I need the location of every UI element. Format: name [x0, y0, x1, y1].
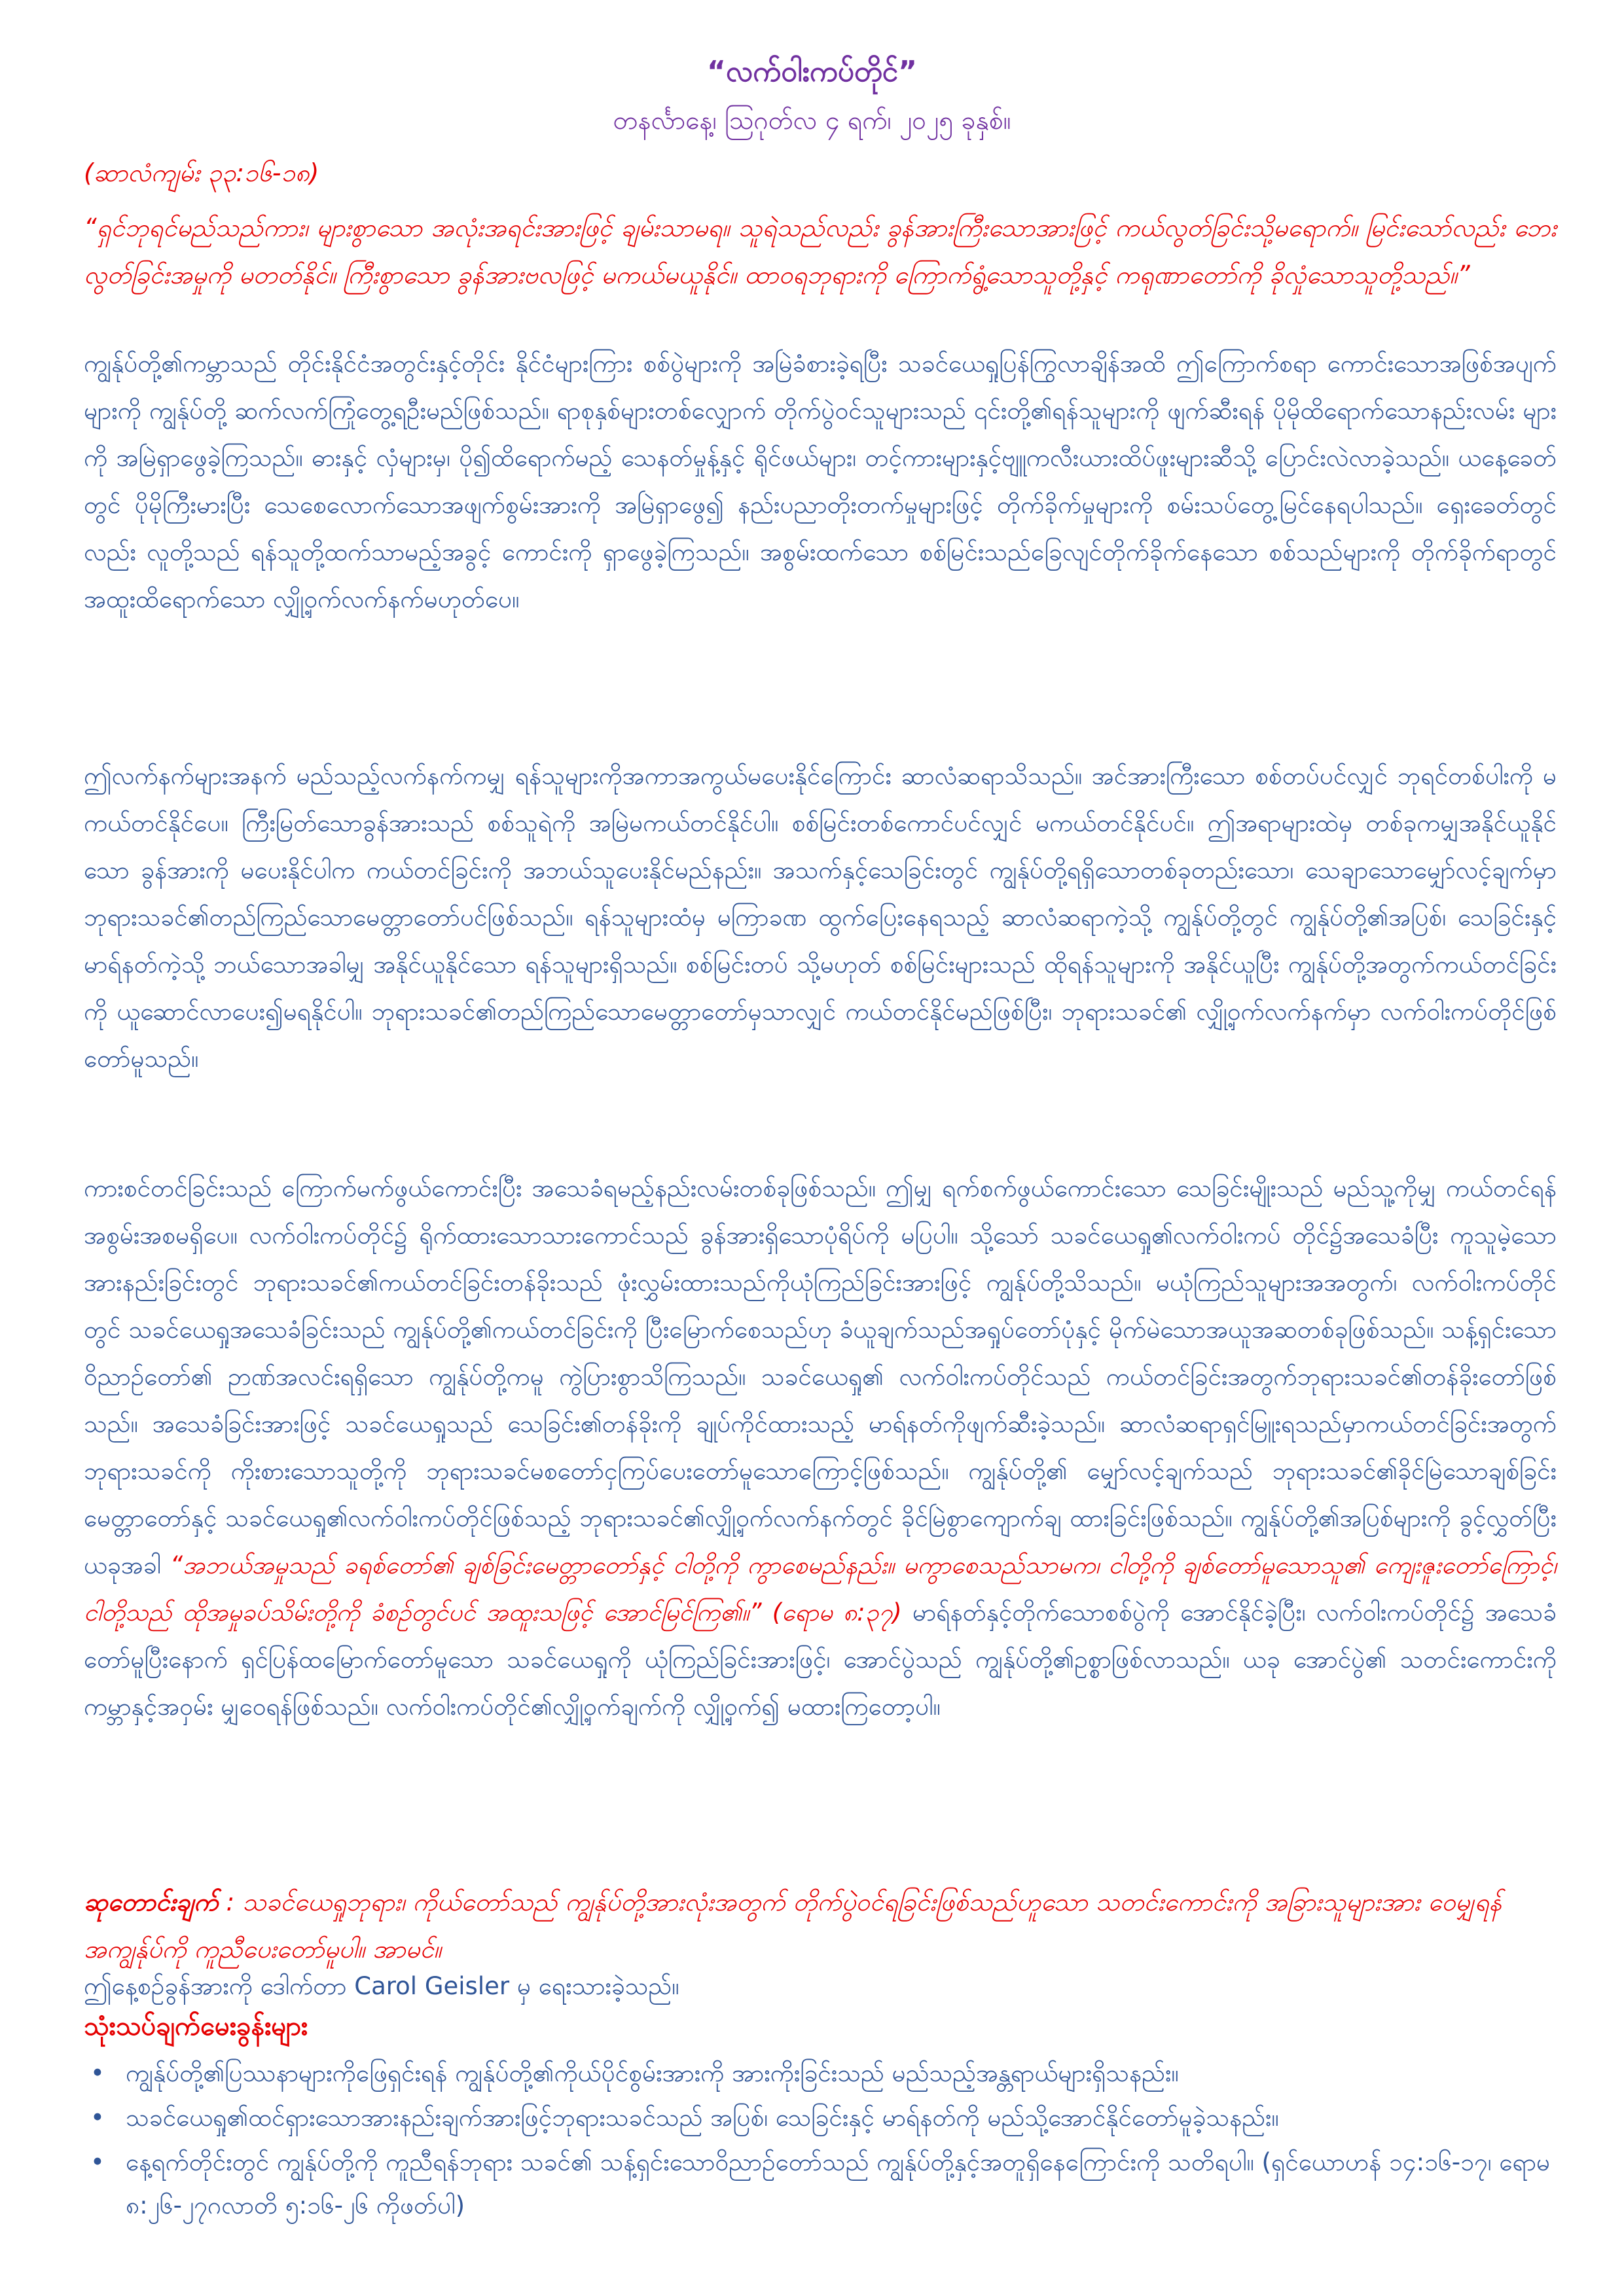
scripture-verse: “ရှင်ဘုရင်မည်သည်ကား၊ များစွာသော အလုံးအရင်းအားဖြင့် ချမ်းသာမရ။ သူရဲသည်လည်း ခွန်အားကြီးသောအားဖြင့် ကယ်လွတ်ခြင်းသို့မရောက်။ မြင်းသော်လည်း ဘေးလွတ်ခြင်းအမှုကို မတတ်နိုင်။ ကြီးစွာသော ခွန်အားဗလဖြင့် မကယ်မယူနိုင်။ ထာဝရဘုရားကို ကြောက်ရွံ့သောသူတို့နှင့် ကရုဏာတော်ကို ခိုလှုံသောသူတို့သည်။” — [84, 213, 1557, 289]
date-line: တနင်္လာနေ့၊ ဩဂုတ်လ ၄ ရက်၊ ၂၀၂၅ ခုနှစ်။ — [613, 106, 1011, 135]
page-title: “လက်ဝါးကပ်တိုင်” — [706, 55, 918, 88]
body-paragraph-3-text-b: မာရ်နတ်နှင့်တိုက်သောစစ်ပွဲကို အောင်နိုင်ခဲ့ပြီး၊ လက်ဝါးကပ်တိုင်၌ အသေခံတော်မူပြီးနောက် ရှင်ပြန်ထမြောက်တော်မူသော သခင်ယေရှုကို ယုံကြည်ခြင်းအားဖြင့်၊ အောင်ပွဲသည် ကျွန်ုပ်တို့၏ဥစ္စာဖြစ်လာသည်။ ယခု အောင်ပွဲ၏ သတင်းကောင်းကို ကမ္ဘာနှင့်အဝှမ်း မျှဝေရန်ဖြစ်သည်။ လက်ဝါးကပ်တိုင်၏လျှို့ဝှက်ချက်ကို လျှို့ဝှက်၍ မထားကြတော့ပါ။ — [84, 1598, 1557, 1721]
romans-quote: “အဘယ်အမှုသည် ခရစ်တော်၏ ချစ်ခြင်းမေတ္တာတော်နှင့် ငါတို့ကို ကွာစေမည်နည်း။ မကွာစေသည်သာမက၊ ငါတို့ကို ချစ်တော်မူသောသူ၏ ကျေးဇူးတော်ကြောင့်၊ ငါတို့သည် ထိုအမှုခပ်သိမ်းတို့ကို ခံစဉ်တွင်ပင် အထူးသဖြင့် အောင်မြင်ကြ၏။” (ရောမ ၈:၃၇) — [84, 1551, 1557, 1626]
prayer — [84, 1878, 1557, 1973]
bullet-icon: • — [90, 2148, 105, 2176]
body-paragraph-3 — [84, 1165, 1557, 1731]
bullet-icon: • — [90, 2059, 105, 2087]
reflection-questions — [84, 2052, 1557, 2229]
question-text: သခင်ယေရှု၏ထင်ရှားသောအားနည်းချက်အားဖြင့်ဘုရားသခင်သည် အပြစ်၊ သေခြင်းနှင့် မာရ်နတ်ကို မည်သို့အောင်နိုင်တော်မူခဲ့သနည်း။ — [126, 2104, 1279, 2132]
reflection-question — [84, 2096, 1557, 2140]
prayer-text: : သခင်ယေရှုဘုရား၊ ကိုယ်တော်သည် ကျွန်ုပ်တို့အားလုံးအတွက် တိုက်ပွဲဝင်ရခြင်းဖြစ်သည်ဟူသော သတင်းကောင်းကို အခြားသူများအား ဝေမျှရန် အကျွန်ုပ်ကို ကူညီပေးတော်မူပါ။ အာမင်။ — [84, 1888, 1502, 1964]
bullet-icon: • — [90, 2104, 105, 2132]
question-text: ကျွန်ုပ်တို့၏ပြဿနာများကိုဖြေရှင်းရန် ကျွန်ုပ်တို့၏ကိုယ်ပိုင်စွမ်းအားကို အားကိုးခြင်းသည် မည်သည့်အန္တရာယ်များရှိသနည်း။ — [126, 2059, 1179, 2087]
body-paragraph-3-text-a: ကားစင်တင်ခြင်းသည် ကြောက်မက်ဖွယ်ကောင်းပြီး အသေခံရမည့်နည်းလမ်းတစ်ခုဖြစ်သည်။ ဤမျှ ရက်စက်ဖွယ်ကောင်းသော သေခြင်းမျိုးသည် မည်သူ့ကိုမျှ ကယ်တင်ရန် အစွမ်းအစမရှိပေ။ လက်ဝါးကပ်တိုင်၌ ရိုက်ထားသောသားကောင်သည် ခွန်အားရှိသောပုံရိပ်ကို မပြပါ။ သို့သော် သခင်ယေရှု၏လက်ဝါးကပ် တိုင်၌အသေခံပြီး ကူသူမဲ့သောအားနည်းခြင်းတွင် ဘုရားသခင်၏ကယ်တင်ခြင်းတန်ခိုးသည် ဖုံးလွှမ်းထားသည်ကိုယုံကြည်ခြင်းအားဖြင့် ကျွန်ုပ်တို့သိသည်။ မယုံကြည်သူများအအတွက်၊ လက်ဝါးကပ်တိုင်တွင် သခင်ယေရှုအသေခံခြင်းသည် ကျွန်ုပ်တို့၏ကယ်တင်ခြင်းကို ပြီးမြောက်စေသည်ဟု ခံယူချက်သည်အရှုပ်တော်ပုံနှင့် မိုက်မဲသောအယူအဆတစ်ခုဖြစ်သည်။ သန့်ရှင်းသောဝိညာဉ်တော်၏ ဉာဏ်အလင်းရရှိသော ကျွန်ုပ်တို့ကမူ ကွဲပြားစွာသိကြသည်။ သခင်ယေရှု၏ လက်ဝါးကပ်တိုင်သည် ကယ်တင်ခြင်းအတွက်ဘုရားသခင်၏တန်ခိုးတော်ဖြစ်သည်။ အသေခံခြင်းအားဖြင့် သခင်ယေရှုသည် သေခြင်း၏တန်ခိုးကို ချုပ်ကိုင်ထားသည့် မာရ်နတ်ကိုဖျက်ဆီးခဲ့သည်။ ဆာလံဆရာရှင်မြူးရသည်မှာကယ်တင်ခြင်းအတွက် ဘုရားသခင်ကို ကိုးစားသောသူတို့ကို ဘုရားသခင်မစတော်ငှကြပ်ပေးတော်မူသောကြောင့်ဖြစ်သည်။ ကျွန်ုပ်တို့၏ မျှော်လင့်ချက်သည် ဘုရားသခင်၏ခိုင်မြဲသောချစ်ခြင်းမေတ္တာတော်နှင့် သခင်ယေရှု၏လက်ဝါးကပ်တိုင်ဖြစ်သည့် ဘုရားသခင်၏လျှို့ဝှက်လက်နက်တွင် ခိုင်မြဲစွာကျောက်ချ ထားခြင်းဖြစ်သည်။ ကျွန်ုပ်တို့၏အပြစ်များကို ခွင့်လွှတ်ပြီး ယခုအခါ — [84, 1174, 1557, 1579]
body-paragraph-2: ဤလက်နက်များအနက် မည်သည့်လက်နက်ကမျှ ရန်သူများကိုအကာအကွယ်မပေးနိုင်ကြောင်း ဆာလံဆရာသိသည်။ အင်အားကြီးသော စစ်တပ်ပင်လျှင် ဘုရင်တစ်ပါးကို မကယ်တင်နိုင်ပေ။ ကြီးမြတ်သောခွန်အားသည် စစ်သူရဲကို အမြဲမကယ်တင်နိုင်ပါ။ စစ်မြင်းတစ်ကောင်ပင်လျှင် မကယ်တင်နိုင်ပင်။ ဤအရာများထဲမှ တစ်ခုကမျှအနိုင်ယူနိုင်သော ခွန်အားကို မပေးနိုင်ပါက ကယ်တင်ခြင်းကို အဘယ်သူပေးနိုင်မည်နည်း။ အသက်နှင့်သေခြင်းတွင် ကျွန်ုပ်တို့ရရှိသောတစ်ခုတည်းသော၊ သေချာသောမျှော်လင့်ချက်မှာ ဘုရားသခင်၏တည်ကြည်သောမေတ္တာတော်ပင်ဖြစ်သည်။ ရန်သူများထံမှ မကြာခဏ ထွက်ပြေးနေရသည့် ဆာလံဆရာကဲ့သို့ ကျွန်ုပ်တို့တွင် ကျွန်ုပ်တို့၏အပြစ်၊ သေခြင်းနှင့် မာရ်နတ်ကဲ့သို့ ဘယ်သောအခါမျှ အနိုင်ယူနိုင်သော ရန်သူများရှိသည်။ စစ်မြင်းတပ် သို့မဟုတ် စစ်မြင်းများသည် ထိုရန်သူများကို အနိုင်ယူပြီး ကျွန်ုပ်တို့အတွက်ကယ်တင်ခြင်းကို ယူဆောင်လာပေး၍မရနိုင်ပါ။ ဘုရားသခင်၏တည်ကြည်သောမေတ္တာတော်မှသာလျှင် ကယ်တင်နိုင်မည်ဖြစ်ပြီး၊ ဘုရားသခင်၏ လျှို့ဝှက်လက်နက်မှာ လက်ဝါးကပ်တိုင်ဖြစ်တော်မူသည်။ — [84, 762, 1557, 1073]
prayer-label: ဆုတောင်းချက် — [84, 1888, 219, 1916]
body-paragraph-1: ကျွန်ုပ်တို့၏ကမ္ဘာသည် တိုင်းနိုင်ငံအတွင်းနှင့်တိုင်း နိုင်ငံများကြား စစ်ပွဲများကို အမြဲခံစားခဲ့ရပြီး သခင်ယေရှုပြန်ကြွလာချိန်အထိ ဤကြောက်စရာ ကောင်းသောအဖြစ်အပျက်များကို ကျွန်ုပ်တို့ ဆက်လက်ကြုံတွေ့ရဦးမည်ဖြစ်သည်။ ရာစုနှစ်များတစ်လျှောက် တိုက်ပွဲဝင်သူများသည် ၎င်းတို့၏ရန်သူများကို ဖျက်ဆီးရန် ပိုမိုထိရောက်သောနည်းလမ်း များကို အမြဲရှာဖွေခဲ့ကြသည်။ ဓားနှင့် လှံများမှ၊ ပို၍ထိရောက်မည့် သေနတ်မှုန့်နှင့် ရိုင်ဖယ်များ၊ တင့်ကားများနှင့်ဗျူကလီးယားထိပ်ဖူးများဆီသို့ ပြောင်းလဲလာခဲ့သည်။ ယနေ့ခေတ်တွင် ပိုမိုကြီးမားပြီး သေစေလောက်သောအဖျက်စွမ်းအားကို အမြဲရှာဖွေ၍ နည်းပညာတိုးတက်မှုများဖြင့် တိုက်ခိုက်မှုများကို စမ်းသပ်တွေ့မြင်နေရပါသည်။ ရှေးခေတ်တွင်လည်း လူတို့သည် ရန်သူတို့ထက်သာမည့်အခွင့် ကောင်းကို ရှာဖွေခဲ့ကြသည်။ အစွမ်းထက်သော စစ်မြင်းသည်ခြေလျင်တိုက်ခိုက်နေသော စစ်သည်များကို တိုက်ခိုက်ရာတွင် အထူးထိရောက်သော လျှို့ဝှက်လက်နက်မဟုတ်ပေ။ — [84, 350, 1557, 613]
reflection-question — [84, 2052, 1557, 2095]
author-note: ဤနေ့စဉ်ခွန်အားကို ဒေါက်တာ Carol Geisler မှ ရေးသားခဲ့သည်။ — [84, 1972, 679, 2000]
reflection-question — [84, 2141, 1557, 2227]
reflection-heading: သုံးသပ်ချက်မေးခွန်းများ — [84, 2011, 308, 2041]
scripture-reference: (ဆာလံကျမ်း ၃၃:၁၆-၁၈) — [84, 158, 319, 187]
question-text: နေ့ရက်တိုင်းတွင် ကျွန်ုပ်တို့ကို ကူညီရန်ဘုရား သခင်၏ သန့်ရှင်းသောဝိညာဉ်တော်သည် ကျွန်ုပ်တို့နှင့်အတူရှိနေကြောင်းကို သတိရပါ။ (ရှင်ယောဟန် ၁၄:၁၆-၁၇၊ ရောမ ၈:၂၆-၂၇ဂလာတိ ၅:၁၆-၂၆ ကိုဖတ်ပါ) — [126, 2148, 1551, 2219]
